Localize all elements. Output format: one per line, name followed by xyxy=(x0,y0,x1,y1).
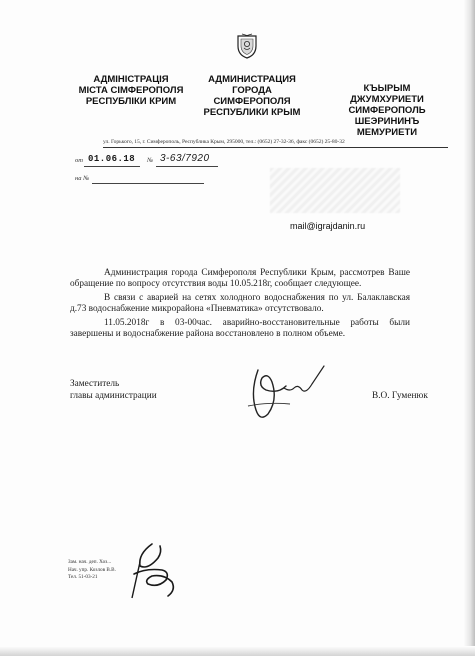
address-line: ул. Горького, 15, г. Симферополь, Республика Крым, 295000, тел.: (0652) 27-32-36, факс (0652) 25-80-32 xyxy=(103,139,448,148)
body-paragraph-3: 11.05.2018г в 03-00час. аварийно-восстановительные работы были завершены и водоснабжение района восстановлено в полном объеме. xyxy=(70,318,410,339)
handwritten-signature xyxy=(228,362,348,432)
signatory-name: В.О. Гуменюк xyxy=(372,391,428,401)
recipient-email: mail@igrajdanin.ru xyxy=(290,221,366,231)
executor-initials-signature xyxy=(118,540,188,602)
signatory-position: Заместитель главы администрации xyxy=(70,379,157,401)
number-line xyxy=(156,166,218,167)
reference-label: на № xyxy=(75,175,90,182)
org-name-ukrainian: АДМІНІСТРАЦІЯ МІСТА СІМФЕРОПОЛЯ РЕСПУБЛІКИ КРИМ xyxy=(78,74,184,107)
org-name-russian: АДМИНИСТРАЦИЯ ГОРОДА СИМФЕРОПОЛЯ РЕСПУБЛИКИ КРЫМ xyxy=(203,74,301,118)
registration-date: 01.06.18 xyxy=(88,154,136,164)
scan-edge-bottom xyxy=(0,646,475,656)
date-line xyxy=(84,166,140,167)
number-label: № xyxy=(147,157,154,164)
redacted-recipient xyxy=(270,168,400,213)
org-name-crimean-tatar: КЪЫРЫМ ДЖУМХУРИЕТИ СИМФЕРОПОЛЬ ШЕЭРИНИНЪ МЕМУРИЕТИ xyxy=(348,83,426,138)
body-paragraph-1: Администрация города Симферополя Республики Крым, рассмотрев Ваше обращение по вопросу отсутствия воды 10.05.218г, сообщает следующее. xyxy=(70,268,410,289)
executor-info: Зам. нач. деп. Хоз... Нач. упр. Козлов В.В. Тел. 51-03-21 xyxy=(68,559,116,580)
registration-number: 3-63/7920 xyxy=(160,153,210,164)
body-paragraph-2: В связи с аварией на сетях холодного водоснабжения по ул. Балаклавская д.73 водоснабжение микрорайона «Пневматика» отсутствовало. xyxy=(70,293,410,314)
date-label: от xyxy=(75,157,83,164)
crimea-coat-of-arms-icon xyxy=(236,33,258,59)
reference-line xyxy=(92,183,204,184)
scan-edge-right xyxy=(463,0,475,656)
